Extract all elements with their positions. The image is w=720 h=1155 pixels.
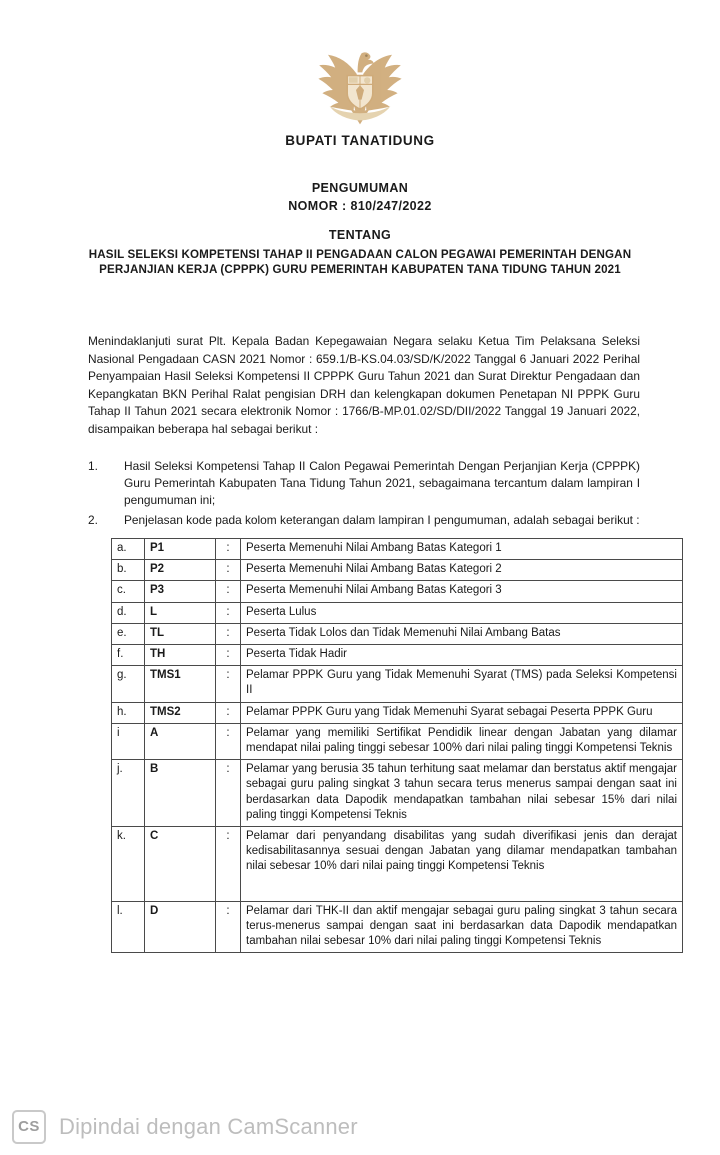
table-row	[112, 623, 683, 644]
list-item-number: 2.	[88, 512, 98, 527]
row-code: TH	[145, 645, 216, 666]
camscanner-watermark-text: Dipindai dengan CamScanner	[59, 1113, 358, 1139]
announcement-label: PENGUMUMAN	[311, 181, 409, 195]
row-code: P2	[145, 560, 216, 581]
row-letter: e.	[112, 623, 145, 644]
list-item-text: Penjelasan kode pada kolom keterangan dalam lampiran I pengumuman, adalah sebagai berikut :	[124, 512, 640, 527]
row-code: C	[145, 827, 216, 902]
about-label: TENTANG	[328, 228, 392, 242]
row-letter: c.	[112, 581, 145, 602]
row-code: A	[145, 723, 216, 759]
row-description: Peserta Memenuhi Nilai Ambang Batas Kategori 3	[241, 581, 683, 602]
office-title: BUPATI TANATIDUNG	[285, 133, 435, 148]
list-item	[88, 512, 640, 529]
row-code: TL	[145, 623, 216, 644]
camscanner-watermark-bar	[0, 1098, 720, 1155]
row-code: L	[145, 602, 216, 623]
row-colon: :	[216, 666, 241, 702]
row-colon: :	[216, 723, 241, 759]
row-letter: j.	[112, 760, 145, 827]
row-colon: :	[216, 581, 241, 602]
row-description: Peserta Tidak Lolos dan Tidak Memenuhi Nilai Ambang Batas	[241, 623, 683, 644]
row-code: P1	[145, 539, 216, 560]
subject-title: HASIL SELEKSI KOMPETENSI TAHAP II PENGADAAN CALON PEGAWAI PEMERINTAH DENGAN PERJANJIAN KERJA (CPPPK) GURU PEMERINTAH KABUPATEN TANA TIDUNG TAHUN 2021	[88, 248, 632, 276]
row-description: Pelamar yang memiliki Sertifikat Pendidik linear dengan Jabatan yang dilamar mendapat nilai paling tinggi sebesar 100% dari nilai paling tinggi Kompetensi Teknis	[241, 723, 683, 759]
row-description: Pelamar dari THK-II dan aktif mengajar sebagai guru paling singkat 3 tahun secara terus-menerus sampai dengan saat ini berdasarkan data Dapodik mendapatkan tambahan nilai sebesar 10% dari nilai paling tinggi Kompetensi Teknis	[241, 901, 683, 953]
row-code: TMS1	[145, 666, 216, 702]
table-row	[112, 560, 683, 581]
row-description: Pelamar PPPK Guru yang Tidak Memenuhi Syarat (TMS) pada Seleksi Kompetensi II	[241, 666, 683, 702]
row-code: D	[145, 901, 216, 953]
row-letter: l.	[112, 901, 145, 953]
row-letter: g.	[112, 666, 145, 702]
row-description: Peserta Memenuhi Nilai Ambang Batas Kategori 1	[241, 539, 683, 560]
announcement-number: NOMOR : 810/247/2022	[288, 199, 432, 213]
table-row	[112, 760, 683, 827]
table-row	[112, 901, 683, 953]
row-letter: i	[112, 723, 145, 759]
list-item	[88, 458, 640, 510]
code-legend-table	[111, 538, 683, 953]
row-code: B	[145, 760, 216, 827]
table-row	[112, 581, 683, 602]
row-code: P3	[145, 581, 216, 602]
row-code: TMS2	[145, 702, 216, 723]
table-row	[112, 602, 683, 623]
table-row	[112, 645, 683, 666]
list-item-number: 1.	[88, 459, 98, 473]
table-row	[112, 666, 683, 702]
row-letter: f.	[112, 645, 145, 666]
row-letter: a.	[112, 539, 145, 560]
row-colon: :	[216, 602, 241, 623]
row-description: Pelamar PPPK Guru yang Tidak Memenuhi Syarat sebagai Peserta PPPK Guru	[241, 702, 683, 723]
table-row	[112, 702, 683, 723]
row-colon: :	[216, 827, 241, 902]
camscanner-logo-icon: CS	[12, 1110, 46, 1144]
row-description: Peserta Tidak Hadir	[241, 645, 683, 666]
row-description: Peserta Memenuhi Nilai Ambang Batas Kategori 2	[241, 560, 683, 581]
row-colon: :	[216, 623, 241, 644]
row-letter: b.	[112, 560, 145, 581]
table-row	[112, 723, 683, 759]
row-colon: :	[216, 901, 241, 953]
row-colon: :	[216, 560, 241, 581]
garuda-pancasila-emblem-icon	[312, 42, 408, 126]
table-row	[112, 827, 683, 902]
row-colon: :	[216, 539, 241, 560]
row-colon: :	[216, 645, 241, 666]
row-description: Peserta Lulus	[241, 602, 683, 623]
table-row	[112, 539, 683, 560]
numbered-list	[88, 458, 640, 531]
row-description: Pelamar yang berusia 35 tahun terhitung saat melamar dan berstatus aktif mengajar sebagai guru paling singkat 3 tahun secara terus menerus sampai dengan saat ini berdasarkan data Dapodik mendapatkan tambahan nilai sebesar 15% dari nilai paling tinggi Kompetensi Teknis	[241, 760, 683, 827]
opening-paragraph: Menindaklanjuti surat Plt. Kepala Badan Kepegawaian Negara selaku Ketua Tim Pelaksana Seleksi Nasional Pengadaan CASN 2021 Nomor : 659.1/B-KS.04.03/SD/K/2022 Tanggal 6 Januari 2022 Perihal Penyampaian Hasil Seleksi Kompetensi II CPPPK Guru Tahun 2021 dan Surat Direktur Pengadaan dan Kepangkatan BKN Perihal Ralat pengisian DRH dan kelengkapan dokumen Penetapan NI PPPK Guru Tahap II Tahun 2021 secara elektronik Nomor : 1766/B-MP.01.02/SD/DII/2022 Tanggal 19 Januari 2022, disampaikan beberapa hal sebagai berikut :	[88, 334, 640, 436]
row-letter: k.	[112, 827, 145, 902]
list-item-text: Hasil Seleksi Kompetensi Tahap II Calon Pegawai Pemerintah Dengan Perjanjian Kerja (CPPPK) Guru Pemerintah Kabupaten Tana Tidung Tahun 2021, sebagaimana tercantum dalam lampiran I pengumuman ini;	[124, 459, 640, 508]
row-letter: d.	[112, 602, 145, 623]
row-colon: :	[216, 760, 241, 827]
row-letter: h.	[112, 702, 145, 723]
row-colon: :	[216, 702, 241, 723]
emblem-container	[0, 42, 720, 131]
row-description: Pelamar dari penyandang disabilitas yang sudah diverifikasi jenis dan derajat kedisabilitasannya sesuai dengan Jabatan yang dilamar mendapatkan tambahan nilai sebesar 10% dari nilai paing tinggi Kompetensi Teknis	[241, 827, 683, 902]
